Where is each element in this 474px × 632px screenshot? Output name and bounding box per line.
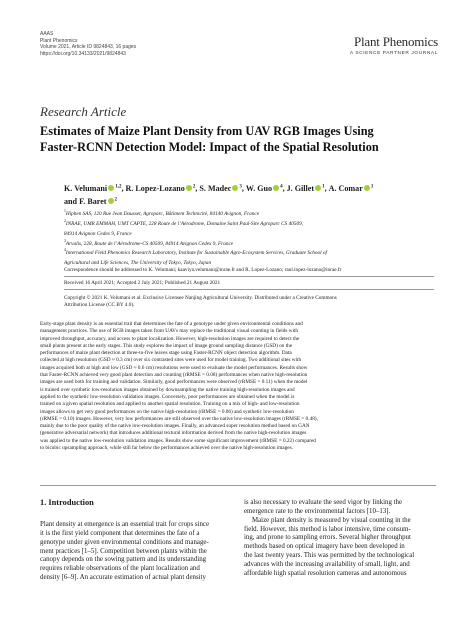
text-line: performances of maize plant detection at three-to-five leaves stage using Faster-RCNN object detection algorithm. Data: [40, 350, 292, 357]
orcid-icon[interactable]: [108, 185, 114, 191]
text-line: the last twenty years. This was permitted by the technological: [244, 552, 415, 560]
text-line: was applied to the native low-resolution validation images. Results show some significant improvement (rRMSE = 0.22) compared: [40, 437, 316, 444]
author-affiliation-ref: 2: [114, 197, 117, 203]
text-line: improved throughput, accuracy, and access to plant localization. However, high-resolution images are required to detect the: [40, 335, 300, 342]
affiliation: [64, 247, 444, 257]
orcid-icon[interactable]: [186, 185, 192, 191]
affiliation-number: 1: [64, 209, 66, 213]
text-line: Plant density at emergence is an essential trait for crops since: [40, 521, 210, 528]
meta-line: AAAS: [40, 31, 54, 37]
orcid-icon[interactable]: [232, 185, 238, 191]
author-name: A. Comar: [328, 183, 363, 193]
text-line: emergence rate to the environmental factors [10–13].: [244, 507, 391, 515]
affiliation-text: INRAE, UMR EMMAH, UMT CAPTE, 228 Route de l’Aérodrome, Domaine Saint Paul-Site Agroparc CS 40509,: [65, 220, 304, 227]
author-affiliation-ref: 3: [239, 184, 242, 189]
author-separator: ,: [195, 183, 200, 193]
doi-link[interactable]: https://doi.org/10.34133/2021/9824843: [40, 50, 126, 57]
copyright-notice: [64, 295, 436, 309]
text-line: images allows to get very good performances on the native high-resolution (rRMSE = 0.06) and synthetic low-resolution: [40, 408, 294, 415]
journal-logo-subtitle: A SCIENCE PARTNER JOURNAL: [349, 51, 438, 56]
author-affiliation-ref: 1: [370, 184, 374, 189]
text-line: ing, and prone to sampling errors. Several higher throughput: [244, 534, 411, 542]
abstract: [40, 321, 436, 452]
affiliation-text: Hiphen SAS, 120 Rue Jean Dausset, Agroparc, Bâtiment Technicité, 84140 Avignon, France: [65, 210, 260, 217]
text-line: that Faster-RCNN achieved very good plant detection and counting (rRMSE = 0.08) performances when native high-resolution: [40, 372, 308, 379]
text-line: to bicubic upsampling approach, while still far below the performances achieved over the native high-resolution images.: [40, 445, 293, 452]
text-line: small plants present at the early stages. This study explores the impact of image ground sampling distance (GSD) on the: [40, 342, 293, 349]
orcid-icon[interactable]: [315, 185, 321, 191]
author[interactable]: [64, 197, 117, 206]
intro-right-text: [244, 499, 436, 579]
affiliation-number: 4: [64, 248, 66, 253]
text-line: Early-stage plant density is an essential trait that determines the fate of a genotype under given environmental conditions and: [40, 321, 303, 327]
text-line: mainly due to the poor quality of the native low-resolution images. Finally, an advanced super resolution method based on GAN: [40, 423, 310, 430]
author-affiliation-ref: 1,2: [115, 184, 122, 189]
author-separator: ,: [324, 183, 329, 193]
affiliation-text: 84914 Avignon Cedex 9, France: [64, 230, 132, 237]
section-heading: 1. Introduction: [40, 498, 94, 507]
author-affiliation-ref: 2: [192, 184, 196, 189]
article-type: Research Article: [40, 104, 127, 119]
copyright-line: Copyright © 2021 K. Velumani et al. Exclusive Licensee Nanjing Agricultural University. Distributed under a Creative Commons: [64, 295, 337, 301]
text-line: advances with the increasing availability of small, light, and: [244, 560, 410, 568]
affiliation: [64, 218, 444, 228]
affiliations: [64, 208, 444, 267]
text-line: management practices. The use of RGB images taken from UAVs may replace the traditional visual counting in fields with: [40, 328, 299, 335]
text-line: is also necessary to evaluate the seed vigor by linking the: [244, 499, 403, 506]
orcid-icon[interactable]: [273, 185, 279, 191]
correspondence: Correspondence should be addressed to K. Velumani; kaaviya.velumani@inrae.fr and R. Lopez-Lozano; raul.lopez-lozano@inrae.fr: [64, 267, 342, 273]
affiliation-number: 3: [64, 238, 66, 243]
title-line: Estimates of Maize Plant Density from UAV RGB Images Using: [40, 124, 374, 138]
journal-meta: [40, 31, 136, 57]
intro-left-column: [40, 498, 232, 583]
author[interactable]: [64, 184, 125, 193]
text-line: trained on a given spatial resolution and applied to another spatial resolution. Training on a mix of high- and low-resolution: [40, 401, 300, 408]
author-separator: ,: [241, 183, 246, 193]
intro-right-column: [244, 499, 436, 579]
author-separator: ,: [121, 183, 126, 193]
text-line: ment practices [1–5]. Competition between plants within the: [40, 547, 207, 555]
divider: [64, 276, 434, 277]
text-line: requires reliable observations of the plant localization and: [40, 565, 200, 573]
text-line: density [6–9]. An accurate estimation of actual plant density: [40, 574, 206, 582]
publication-dates: Received 16 April 2021; Accepted 2 July 2021; Published 21 August 2021: [64, 280, 221, 286]
affiliation-text: Agricultural and Life Sciences, The University of Tokyo, Tokyo, Japan: [64, 259, 212, 266]
intro-left-text: [40, 521, 232, 583]
text-line: applied to the synthetic low-resolution validation images. Conversely, poor performances are obtained when the model is: [40, 393, 295, 400]
divider: [64, 289, 434, 290]
text-line: images acquired both at high and low (GSD ≈ 0.6 cm) resolutions were used to evaluate the model performances. Results show: [40, 364, 308, 371]
author[interactable]: [246, 184, 287, 193]
author[interactable]: [125, 184, 199, 193]
text-line: Maize plant density is measured by visual counting in the: [252, 516, 411, 524]
title-line: Faster-RCNN Detection Model: Impact of the Spatial Resolution: [40, 139, 379, 154]
meta-line: Plant Phenomics: [40, 37, 78, 44]
affiliation-number: 2: [64, 218, 66, 223]
text-line: genotype under given environmental conditions and manage-: [40, 538, 209, 546]
author-name: K. Velumani: [64, 183, 108, 193]
text-line: it is the first yield component that determines the fate of a: [40, 529, 200, 537]
text-line: field. However, this method is labor intensive, time consum-: [244, 525, 411, 533]
author-affiliation-ref: 1: [322, 184, 325, 189]
author-name: W. Guo: [245, 183, 273, 193]
divider: [40, 485, 436, 486]
text-line: collected at high resolution (GSD ≈ 0.3 cm) over six contrasted sites were used for model training. Two additional sites with: [40, 357, 302, 364]
affiliation: [64, 257, 444, 267]
affiliation: [64, 238, 444, 248]
author[interactable]: [199, 184, 245, 193]
affiliation-text: Arvalis, 228, Route de l’Aérodrome-CS 40509, 84914 Avignon Cedex 9, France: [65, 240, 234, 247]
author-list: [64, 181, 444, 207]
text-line: methods based on optical imagery have been developed in: [244, 543, 405, 551]
orcid-icon[interactable]: [108, 198, 114, 204]
text-line: canopy depends on the sowing pattern and its understanding: [40, 556, 207, 564]
text-line: (rRMSE = 0.10) images. However, very low performances are still observed over the native low-resolution images (rRMSE = 0.48),: [40, 415, 318, 422]
affiliation-text: International Field Phenomics Research Laboratory, Institute for Sustainable Agro-Ecosystem Services, Graduate School of: [65, 250, 328, 257]
author[interactable]: [329, 184, 374, 193]
author-name: R. Lopez-Lozano: [125, 183, 185, 193]
meta-line: Volume 2021, Article ID 9824843, 16 pages: [40, 44, 137, 51]
text-line: (generative adversarial network) that introduces additional textural information derived from the native high-resolution images: [40, 430, 307, 437]
text-line: images are used both for training and validation. Similarly, good performances were observed (rRMSE = 0.11) when the model: [40, 379, 308, 386]
orcid-icon[interactable]: [364, 185, 370, 191]
author[interactable]: [287, 184, 329, 193]
copyright-line: Attribution License (CC BY 4.0).: [64, 301, 135, 308]
article-title: [40, 124, 440, 155]
affiliation: [64, 208, 444, 218]
affiliation: [64, 228, 444, 238]
journal-brand: [350, 34, 438, 56]
text-line: affordable high spatial resolution cameras and autonomous: [244, 569, 407, 577]
author-name: J. Gillet: [286, 183, 315, 193]
text-line: is trained over synthetic low-resolution images obtained by downsampling the native training high-resolution images and: [40, 386, 295, 393]
author-separator: ,: [282, 183, 287, 193]
author-name: S. Madec: [199, 183, 232, 193]
author-name: and F. Baret: [64, 196, 107, 206]
author-affiliation-ref: 4: [280, 184, 283, 189]
journal-logo-title: Plant Phenomics: [353, 34, 438, 49]
